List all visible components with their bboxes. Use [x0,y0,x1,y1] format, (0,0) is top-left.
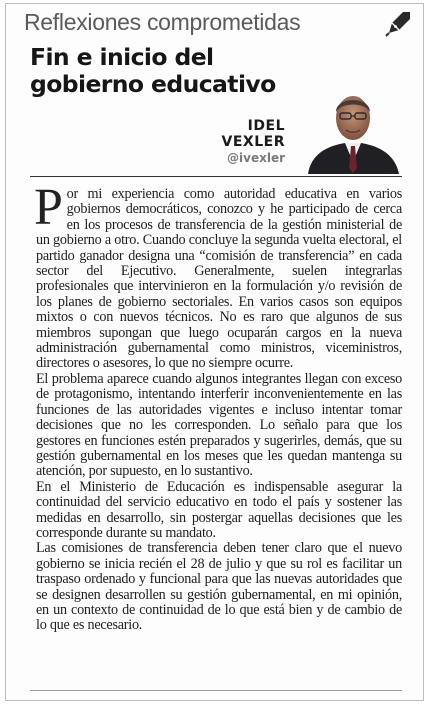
header-divider [30,176,402,177]
author-photo [303,88,403,174]
fountain-pen-icon [383,9,413,39]
paragraph-1 [34,179,402,372]
author-last-name: VEXLER [221,134,285,150]
author-first-name: IDEL [247,118,285,134]
dropcap: P [34,179,63,236]
paragraph-4: Las comisiones de transferencia deben tener claro que el nuevo gobierno se inicia recién el 28 de julio y que su rol es facilitar un traspaso ordenado y funcional para que las nuevas autoridades que se designen desarrollen su gestión gubernamental, en mi opinión, en un contexto de continuidad de lo que está bien y de cambio de lo que es necesario. [36,540,402,634]
paragraph-3: En el Ministerio de Educación es indispensable asegurar la continuidad del servicio educativo en todo el país y sostener las medidas en desarrollo, sin postergar aquellas decisiones que les corresponde durante su mandato. [36,478,402,541]
headline [30,44,276,98]
headline-line-1: Fin e inicio del [30,43,214,71]
paragraph-1-text: or mi experiencia como autoridad educativa en varios gobiernos democráticos, conozco y he participado de cerca en los procesos de transferencia de la gestión ministerial de un gobierno a otro. Cuando concluye la segunda vuelta electoral, el partido ganador designa una “comisión de transferencia” en cada sector del Ejecutivo. Generalmente, suelen integrarlas profesionales que intervinieron en la formulación y/o revisión de los planes de gobierno sectoriales. En varios casos son equipos mixtos o con nuevos técnicos. No es raro que algunos de sus miembros supongan que luego ocuparán cargos en la nueva administración gubernamental como ministros, viceministros, directores o asesores, lo que no siempre ocurre. [36,186,402,372]
section-kicker: Reflexiones comprometidas [24,9,301,35]
paragraph-2: El problema aparece cuando algunos integrantes llegan con exceso de protagonismo, intentando interferir inconvenientemente en las funciones de las autoridades vigentes e incluso intentar tomar decisiones que no les corresponden. Lo señalo para que los gestores en funciones estén preparados y sugerirles, demás, que su gestión gubernamental en los meses que les quedan mantenga su atención, por supuesto, en lo sustantivo. [36,370,402,480]
article-body [34,179,402,634]
author-name [222,118,285,150]
author-handle: @ivexler [227,151,285,165]
footer-divider [30,690,402,691]
headline-line-2: gobierno educativo [30,70,276,98]
